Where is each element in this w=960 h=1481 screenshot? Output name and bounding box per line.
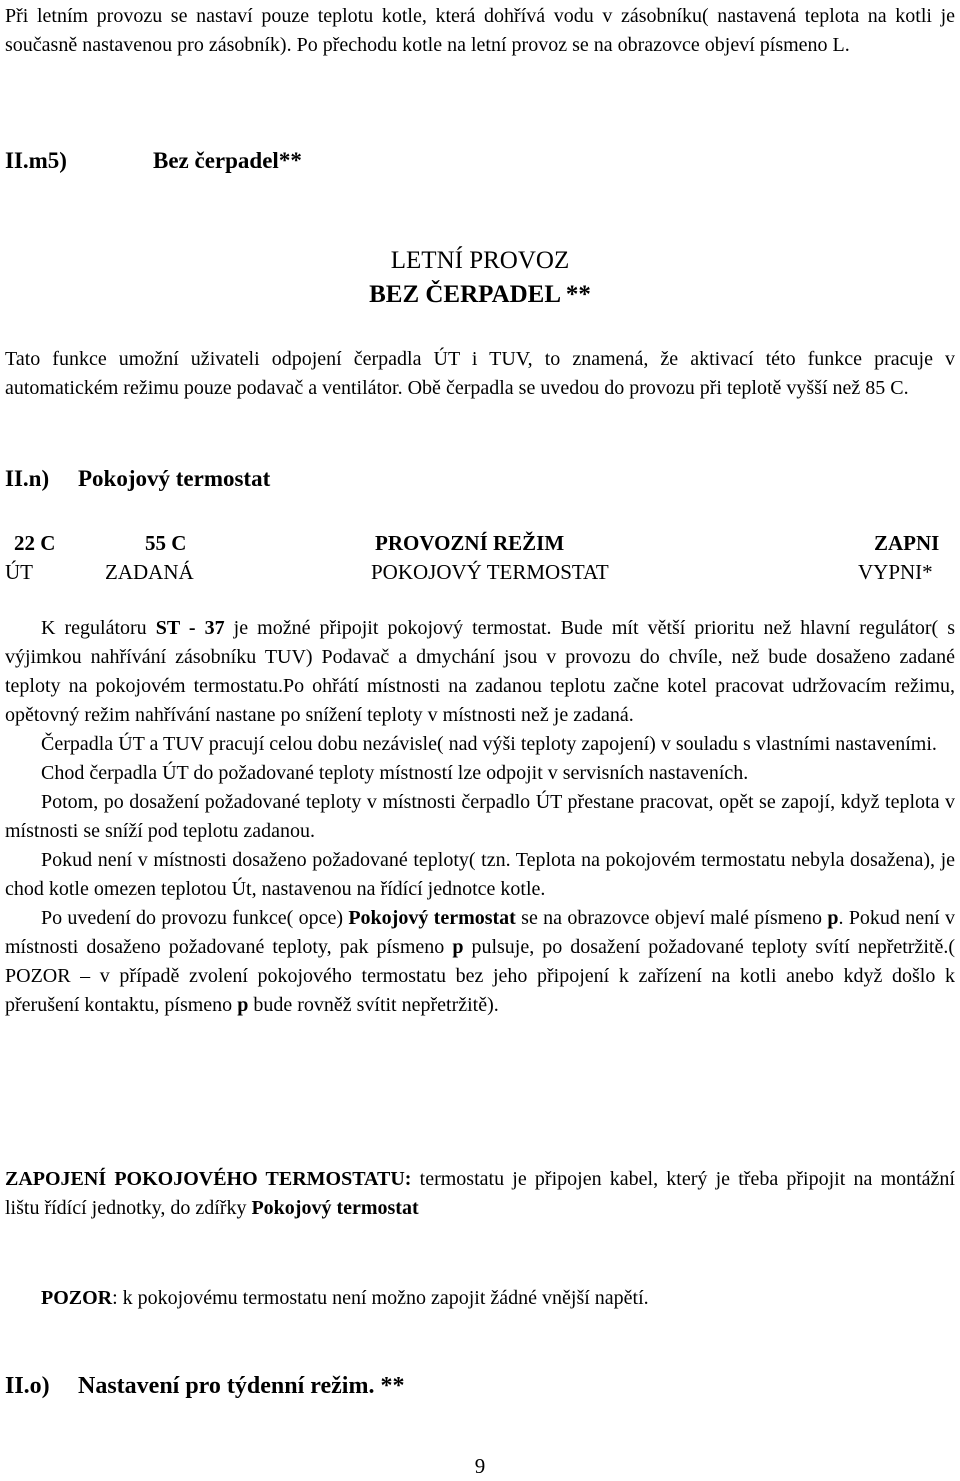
section-n-title: Pokojový termostat xyxy=(78,466,271,491)
intro-text: Při letním provozu se nastaví pouze teplotu kotle, která dohřívá vodu v zásobníku( nastavená teplota na kotli je současně nastavenou pro zásobník). Po přechodu kotle na letní provoz se na obrazovce objeví písmeno L. xyxy=(5,5,955,56)
paragraph-pump-stop: Potom, po dosažení požadované teploty v místnosti čerpadlo ÚT přestane pracovat, opět se zapojí, když teplota v místnosti se sníží pod teplotu zadanou. xyxy=(5,791,955,842)
display-off-label: VYPNI* xyxy=(858,560,933,584)
connection-paragraph: ZAPOJENÍ POKOJOVÉHO TERMOSTATU: termostatu je připojen kabel, který je třeba připojit na montážní lištu řídící jednotky, do zdířky Pokojový termostat xyxy=(5,1168,955,1219)
section-m5-title: Bez čerpadel** xyxy=(153,148,302,173)
section-o-title: Nastavení pro týdenní režim. ** xyxy=(78,1373,405,1399)
section-m5-text: Tato funkce umožní uživateli odpojení čerpadla ÚT i TUV, to znamená, že aktivací této funkce pracuje v automatickém režimu pouze podavač a ventilátor. Obě čerpadla se uvedou do provozu při teplotě vyšší než 85 C. xyxy=(5,348,955,399)
display-line-summer-mode: LETNÍ PROVOZ xyxy=(390,247,570,274)
paragraph-pump-disconnect: Chod čerpadla ÚT do požadované teploty místností lze odpojit v servisních nastaveních. xyxy=(41,762,749,784)
display-mode-label: PROVOZNÍ REŽIM xyxy=(375,531,565,555)
section-m5-body xyxy=(5,345,955,403)
page-number: 9 xyxy=(474,1454,486,1478)
display-room-thermostat: POKOJOVÝ TERMOSTAT xyxy=(371,560,609,584)
intro-paragraph xyxy=(5,2,955,60)
connection-heading: ZAPOJENÍ POKOJOVÉHO TERMOSTATU: xyxy=(5,1168,412,1190)
display-on-label: ZAPNI xyxy=(874,531,940,555)
paragraph-not-reached: Pokud není v místnosti dosaženo požadované teploty( tzn. Teplota na pokojovém termostatu nebyla dosažena), je chod kotle omezen teplotou Út, nastavenou na řídící jednotce kotle. xyxy=(5,849,955,900)
section-n-body xyxy=(5,614,955,1020)
display-set-temp: 55 C xyxy=(145,531,187,555)
warning-paragraph: POZOR: k pokojovému termostatu není možno zapojit žádné vnější napětí. xyxy=(41,1287,649,1309)
paragraph-pumps: Čerpadla ÚT a TUV pracují celou dobu nezávisle( nad výši teploty zapojení) v souladu s vlastními nastaveními. xyxy=(41,733,937,755)
section-o-number: II.o) xyxy=(5,1373,50,1399)
section-m5-number: II.m5) xyxy=(5,148,67,173)
model-name: ST - 37 xyxy=(155,617,225,639)
display-room-temp: 22 C xyxy=(14,531,56,555)
display-heating-label: ÚT xyxy=(5,560,33,584)
warning-label: POZOR xyxy=(41,1287,113,1309)
display-line-no-pumps: BEZ ČERPADEL ** xyxy=(369,281,591,308)
section-n-number: II.n) xyxy=(5,466,50,491)
paragraph-indicator: Po uvedení do provozu funkce( opce) Pokojový termostat se na obrazovce objeví malé písmeno p. Pokud není v místnosti dosaženo požadované teploty, pak písmeno p pulsuje, po dosažení požadované teploty svítí nepřetržitě.( POZOR – v případě zvolení pokojového termostatu bez jeho připojení k zařízení na kotli anebo když došlo k přerušení kontaktu, písmeno p bude rovněž svítit nepřetržitě). xyxy=(5,907,955,1016)
paragraph-regulator: K regulátoru ST - 37 je možné připojit pokojový termostat. Bude mít větší prioritu než hlavní regulátor( s výjimkou nahřívání zásobníku TUV) Podavač a dmychání jsou v provozu do chvíle, než bude dosaženo zadané teploty na pokojovém termostatu.Po ohřátí místnosti na zadanou teplotu začne kotel pracovat udržovacím režimu, opětovný režim nahřívání nastane po snížení teploty v místnosti než je zadaná. xyxy=(5,617,955,726)
display-setpoint-label: ZADANÁ xyxy=(105,560,194,584)
